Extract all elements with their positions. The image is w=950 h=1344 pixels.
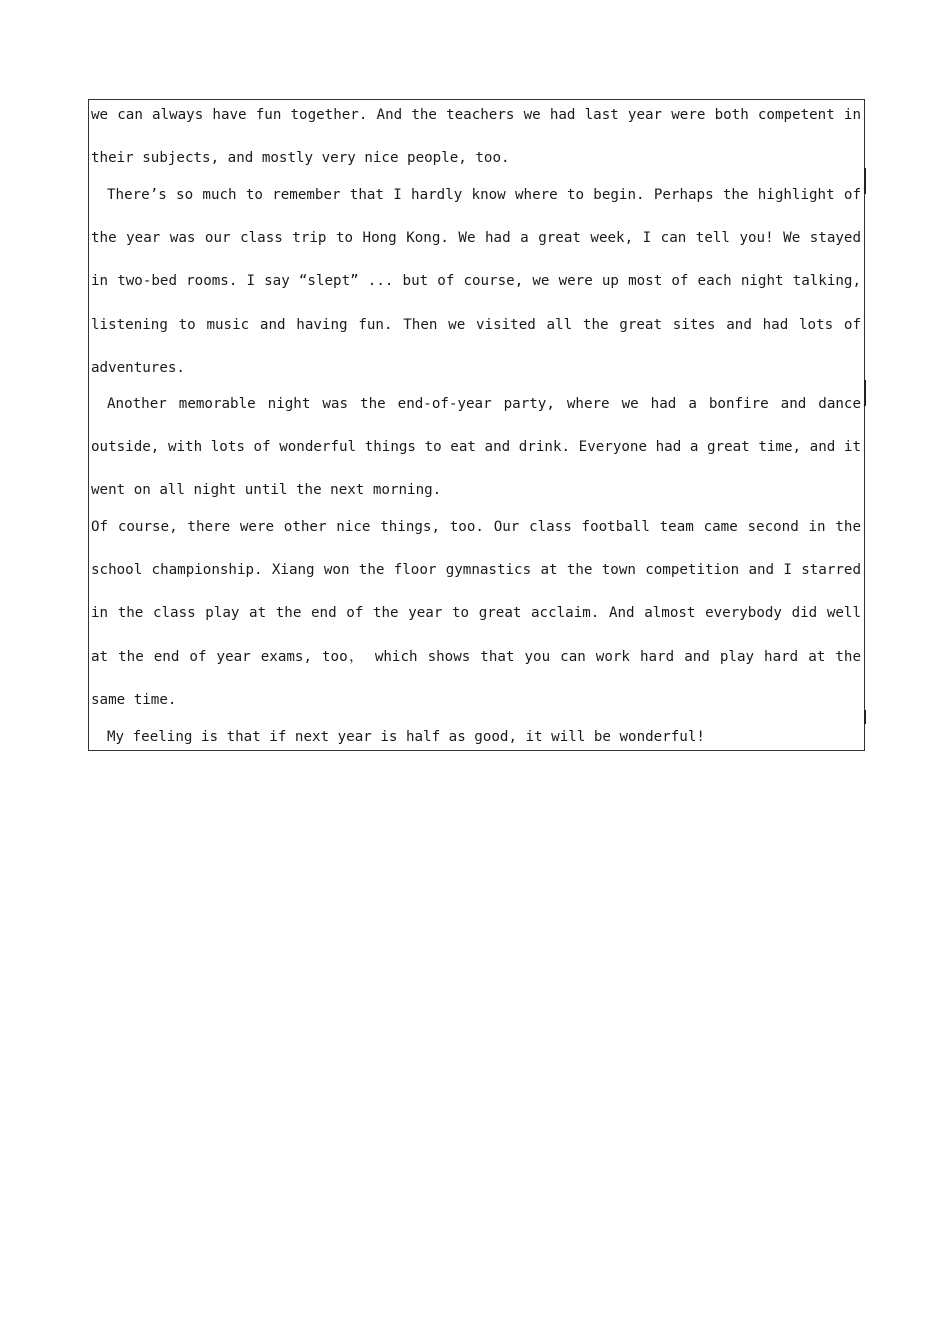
margin-mark (864, 168, 866, 194)
paragraph-3: Another memorable night was the end-of-year party, where we had a bonfire and dance outside, with lots of wonderful things to eat and drink. Everyone had a great time, and it went on all night until the next morning. (91, 396, 861, 499)
paragraph-1: we can always have fun together. And the teachers we had last year were both competent in their subjects, and mostly very nice people, too. (91, 107, 861, 167)
margin-mark (864, 710, 866, 724)
margin-mark (864, 380, 866, 406)
paragraph-5: My feeling is that if next year is half as good, it will be wonderful! (107, 729, 705, 745)
essay-text-box (88, 99, 865, 751)
paragraph-4: Of course, there were other nice things, too. Our class football team came second in the school championship. Xiang won the floor gymnastics at the town competition and I starred in the class play at the end of the year to great acclaim. And almost everybody did well at the end of year exams, too， which shows that you can work hard and play hard at the same time. (91, 519, 861, 708)
paragraph-2: There’s so much to remember that I hardly know where to begin. Perhaps the highlight of the year was our class trip to Hong Kong. We had a great week, I can tell you! We stayed in two-bed rooms. I say “slept” ... but of course, we were up most of each night talking, listening to music and having fun. Then we visited all the great sites and had lots of adventures. (91, 187, 861, 376)
